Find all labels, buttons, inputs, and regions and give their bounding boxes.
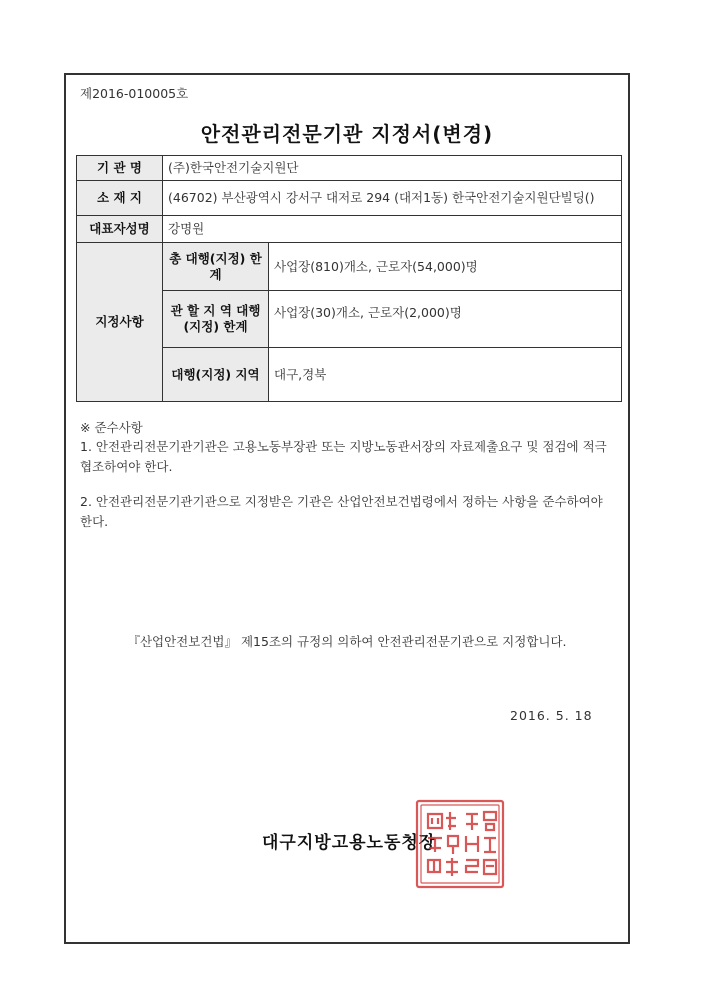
rep-value: 강명원 xyxy=(163,216,622,243)
rep-label: 대표자성명 xyxy=(77,216,163,243)
total-limit-row xyxy=(77,243,622,291)
notes-item-2: 2. 안전관리전문기관기관으로 지정받은 기관은 산업안전보건법령에서 정하는 사항을 준수하여야 한다. xyxy=(80,494,603,529)
legal-basis-statement: 『산업안전보건법』 제15조의 규정의 의하여 안전관리전문기관으로 지정합니다. xyxy=(127,634,567,649)
info-table xyxy=(76,155,622,402)
address-row xyxy=(77,181,622,216)
address-label: 소 재 지 xyxy=(77,181,163,216)
compliance-notes xyxy=(80,418,610,531)
region-value: 대구,경북 xyxy=(269,348,622,402)
total-limit-label: 총 대행(지정) 한 계 xyxy=(163,243,269,291)
district-limit-label: 관 할 지 역 대행(지정) 한계 xyxy=(163,291,269,348)
issuer-name: 대구지방고용노동청장 xyxy=(262,833,437,853)
notes-item-1: 1. 안전관리전문기관기관은 고용노동부장관 또는 지방노동관서장의 자료제출요구 및 점검에 적극 협조하여야 한다. xyxy=(80,439,607,474)
rep-row xyxy=(77,216,622,243)
official-seal-icon xyxy=(414,798,506,890)
notes-heading: ※ 준수사항 xyxy=(80,420,143,435)
document-number: 제2016-010005호 xyxy=(80,86,189,101)
address-value: (46702) 부산광역시 강서구 대저로 294 (대저1동) 한국안전기술지원단빌딩() xyxy=(163,181,622,216)
org-row xyxy=(77,156,622,181)
org-value: (주)한국안전기술지원단 xyxy=(163,156,622,181)
org-label: 기 관 명 xyxy=(77,156,163,181)
region-label: 대행(지정) 지역 xyxy=(163,348,269,402)
district-limit-value: 사업장(30)개소, 근로자(2,000)명 xyxy=(269,291,622,348)
document-title: 안전관리전문기관 지정서(변경) xyxy=(200,122,494,146)
issue-date: 2016. 5. 18 xyxy=(510,708,593,723)
designation-label: 지정사항 xyxy=(77,243,163,402)
total-limit-value: 사업장(810)개소, 근로자(54,000)명 xyxy=(269,243,622,291)
